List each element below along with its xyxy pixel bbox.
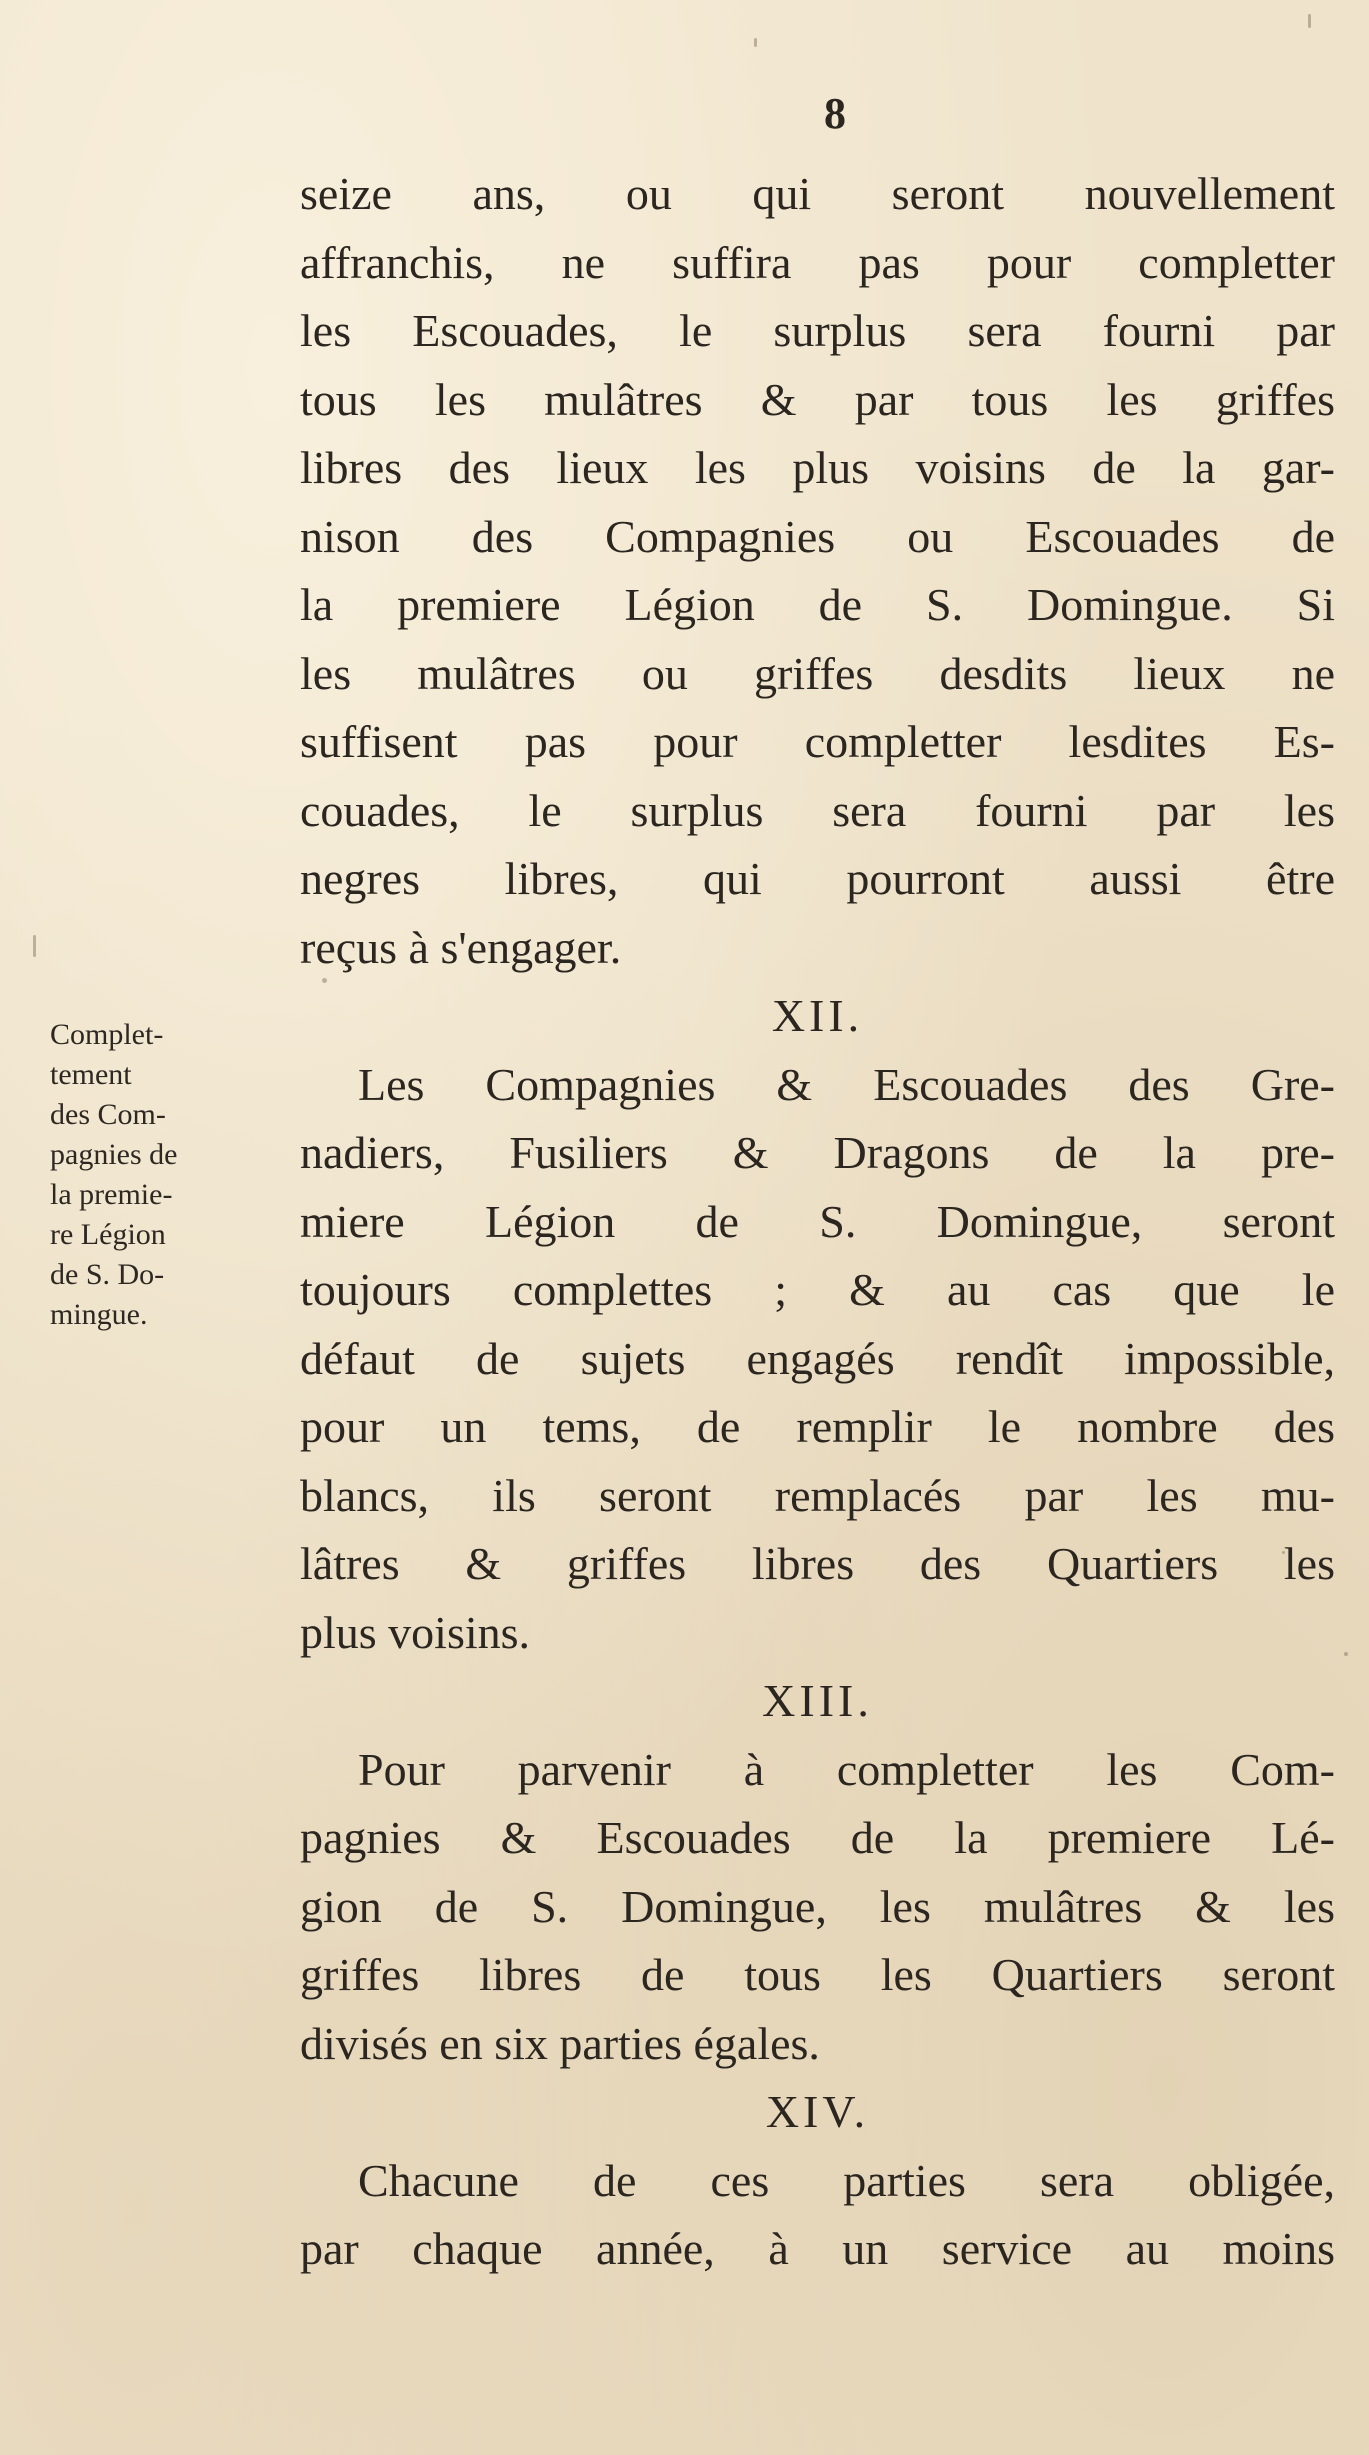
article-heading: XIII. [762,1675,873,1726]
margin-note-line: la premie- [50,1178,173,1211]
paragraph-last-line: plus voisins. [300,1606,531,1658]
paragraph-first-line: Chacune de ces parties sera obligée, [358,2154,1335,2206]
paragraph-first-line: Pour parvenir à completter les Com- [358,1743,1335,1795]
text-line: blancs, ils seront remplacés par les mu- [300,1469,1335,1521]
paragraph-last-line: divisés en six parties égales. [300,2017,820,2069]
margin-note-line: mingue. [50,1298,148,1331]
text-line: les Escouades, le surplus sera fourni par [300,305,1335,356]
text-line: negres libres, qui pourront aussi être [300,853,1335,904]
margin-note-line: re Légion [50,1218,166,1251]
article-heading: XII. [771,990,864,1041]
text-line: lâtres & griffes libres des Quartiers les [300,1538,1335,1589]
margin-note-line: tement [50,1058,132,1091]
text-line: pour un tems, de remplir le nombre des [300,1401,1335,1452]
text-line: nison des Compagnies ou Escouades de [300,510,1335,562]
text-line: tous les mulâtres & par tous les griffes [300,373,1335,425]
paragraph-last-line: reçus à s'engager. [300,921,622,973]
margin-note-line: des Com- [50,1098,166,1131]
text-line: pagnies & Escouades de la premiere Lé- [300,1812,1335,1863]
margin-note-line: pagnies de [50,1138,178,1171]
text-line: miere Légion de S. Domingue, seront [300,1195,1335,1247]
text-line: griffes libres de tous les Quartiers seront [300,1949,1335,2000]
text-line: gion de S. Domingue, les mulâtres & les [300,1880,1335,1932]
margin-note [50,1015,290,1335]
text-line: couades, le surplus sera fourni par les [300,784,1335,836]
text-line: libres des lieux les plus voisins de la gar- [300,442,1335,493]
text-line: toujours complettes ; & au cas que le [300,1264,1335,1315]
paragraph-first-line: Les Compagnies & Escouades des Gre- [358,1058,1335,1110]
body-text [300,160,1335,2284]
text-line: affranchis, ne suffira pas pour completter [300,236,1335,288]
article-heading: XIV. [765,2086,870,2137]
text-line: suffisent pas pour completter lesdites Es- [300,716,1335,767]
text-line: par chaque année, à un service au moins [300,2223,1335,2274]
text-line: la premiere Légion de S. Domingue. Si [300,579,1335,630]
text-line: seize ans, ou qui seront nouvellement [300,168,1335,219]
text-line: nadiers, Fusiliers & Dragons de la pre- [300,1127,1335,1178]
margin-note-line: Complet- [50,1018,164,1051]
margin-note-line: de S. Do- [50,1258,165,1291]
text-line: les mulâtres ou griffes desdits lieux ne [300,647,1335,699]
text-line: défaut de sujets engagés rendît impossible, [300,1332,1335,1384]
page-number: 8 [824,89,846,138]
